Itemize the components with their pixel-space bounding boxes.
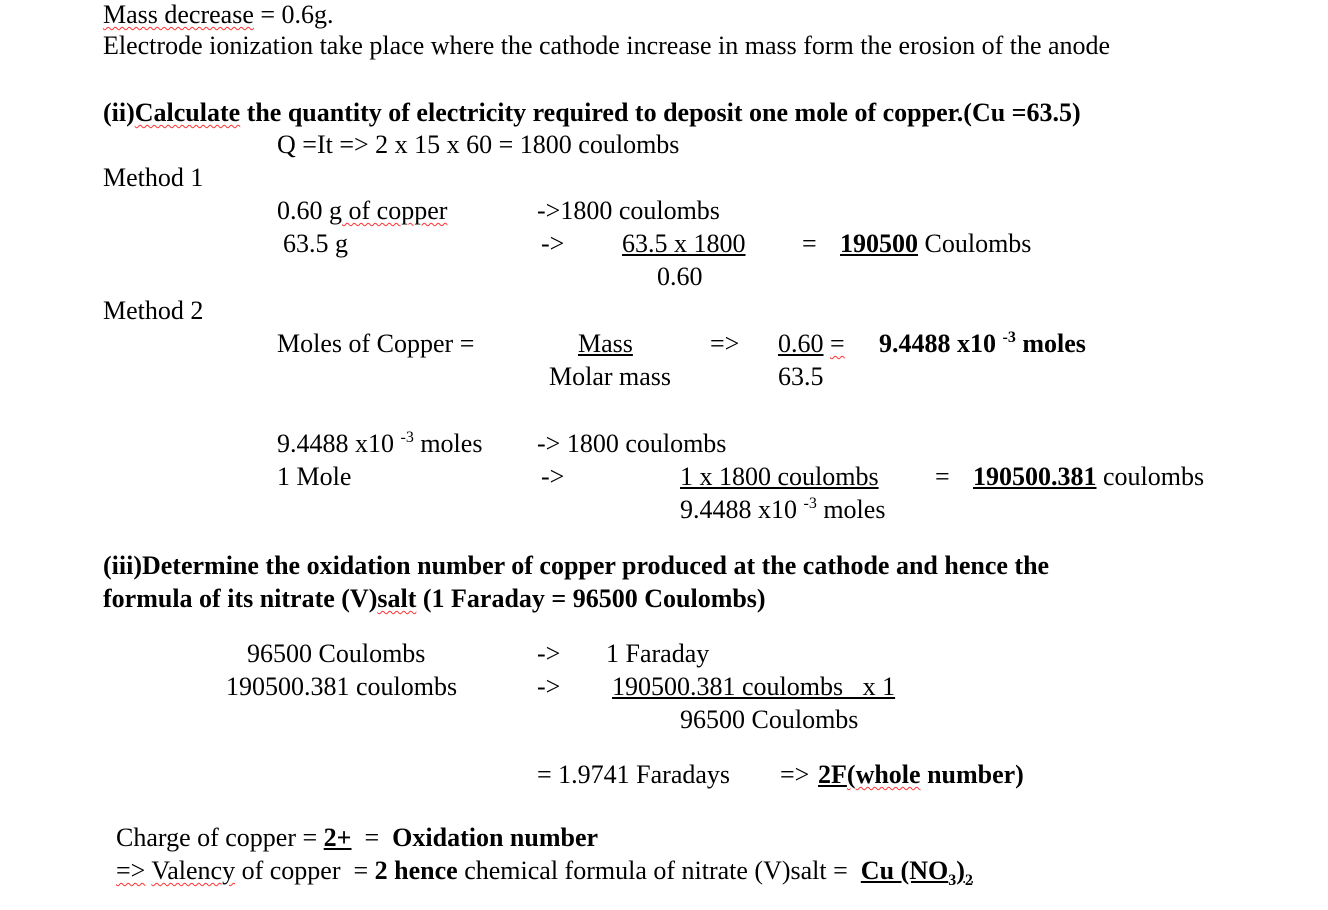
method1-numerator: 63.5 x 1800 [622, 229, 746, 258]
method1-result: 190500 [840, 229, 918, 258]
method2-row4-unit: coulombs [1096, 462, 1205, 491]
q3-row1-arrow: -> [537, 639, 561, 668]
valency-two: 2 hence [374, 856, 458, 885]
method1-unit-g: g [329, 196, 342, 225]
method2-r4-den-exponent: -3 [803, 495, 817, 512]
method2-r3-unit: moles [413, 429, 483, 458]
charge-equals: = [351, 823, 393, 852]
method-2-label: Method 2 [103, 296, 204, 325]
method2-result-exponent: -3 [1002, 329, 1016, 346]
two-faradays: 2F [818, 760, 847, 789]
method2-num-value: 0.60 [778, 329, 824, 358]
mass-decrease-line [103, 0, 334, 30]
whole-word: whole [855, 760, 921, 789]
charge-label: Charge of copper = [116, 823, 324, 852]
q3-row2-denominator: 96500 Coulombs [680, 705, 859, 734]
faradays-arrow: => [780, 760, 810, 789]
method1-result-line [840, 229, 1031, 259]
method2-row4-arrow: -> [541, 462, 565, 491]
oxidation-number-label: Oxidation number [392, 823, 599, 852]
method1-equals: = [802, 229, 817, 258]
method2-row3-arrow: -> 1800 coulombs [537, 429, 727, 458]
method2-r3-base: 9.4488 x10 [277, 429, 394, 458]
method1-row2-arrow: -> [541, 229, 565, 258]
question-ii-heading [103, 98, 1081, 128]
method2-numeric-numerator [778, 329, 845, 359]
formula-subscript-2: 2 [964, 872, 973, 889]
question-iii-line1: (iii)Determine the oxidation number of copper produced at the cathode and hence the [103, 551, 1050, 580]
method2-result-unit: moles [1015, 329, 1086, 358]
valency-word: Valency [151, 856, 236, 885]
method2-fraction-numerator: Mass [578, 329, 633, 358]
method2-row4-denominator [680, 495, 885, 525]
q3-row2-left: 190500.381 coulombs [226, 672, 458, 701]
method1-row1-arrow: ->1800 coulombs [537, 196, 720, 225]
method1-row2-left: 63.5 g [283, 229, 348, 258]
method2-row4-result: 190500.381 [973, 462, 1097, 491]
formula-close-paren: ) [956, 856, 965, 885]
method2-numeric-denominator: 63.5 [778, 362, 824, 391]
question-ii-calculate: Calculate [134, 98, 241, 127]
valency-arrow: => [116, 856, 146, 885]
question-iii-formula-text: formula of its nitrate (V) [103, 584, 378, 613]
question-ii-rest: the quantity of electricity required to deposit one mole of copper.(Cu =63.5) [240, 98, 1081, 127]
method2-row3-left [277, 429, 482, 459]
method1-of-copper: of copper [342, 196, 448, 225]
formula-cu-no: Cu (NO [860, 856, 949, 885]
charge-formula: Q =It => 2 x 15 x 60 = 1800 coulombs [277, 130, 680, 159]
formula-subscript-3: 3 [948, 872, 957, 889]
valency-line [103, 826, 973, 889]
method2-row4-numerator: 1 x 1800 coulombs [680, 462, 879, 491]
question-iii-salt: salt [377, 584, 417, 613]
question-ii-prefix: (ii) [103, 98, 135, 127]
method1-mass-value: 0.60 [277, 196, 329, 225]
method2-r4-den-unit: moles [816, 495, 886, 524]
method2-row4-left: 1 Mole [277, 462, 352, 491]
question-iii-line2 [103, 584, 766, 614]
q3-row1-left: 96500 Coulombs [247, 639, 426, 668]
method2-r4-den-base: 9.4488 x10 [680, 495, 797, 524]
charge-value: 2+ [323, 823, 352, 852]
q3-row2-arrow: -> [537, 672, 561, 701]
q3-row2-numerator: 190500.381 coulombs x 1 [612, 672, 896, 701]
method2-r3-exponent: -3 [400, 429, 414, 446]
question-iii-faraday-def: (1 Faraday = 96500 Coulombs) [416, 584, 766, 613]
mass-decrease-value: = 0.6g. [253, 0, 334, 29]
method1-row1-left [277, 196, 447, 226]
method-1-label: Method 1 [103, 163, 204, 192]
electrode-statement: Electrode ionization take place where the cathode increase in mass form the erosion of the anode [103, 31, 1111, 60]
whole-number-rest: number) [920, 760, 1024, 789]
q3-row1-right: 1 Faraday [606, 639, 710, 668]
formula-text: chemical formula of nitrate (V)salt = [457, 856, 861, 885]
method2-moles-result [879, 329, 1086, 359]
whole-number-line [818, 760, 1024, 790]
whole-open-paren: ( [846, 760, 856, 789]
moles-of-copper-label: Moles of Copper = [277, 329, 475, 358]
method2-fraction-denominator: Molar mass [549, 362, 672, 391]
copper-nitrate-formula [860, 856, 973, 889]
method2-result-base: 9.4488 x10 [879, 329, 996, 358]
mass-decrease-label: Mass decrease [103, 0, 254, 29]
method2-equals: = [830, 329, 845, 358]
method2-arrow: => [710, 329, 740, 358]
faradays-result: = 1.9741 Faradays [537, 760, 731, 789]
valency-rest: of copper = [235, 856, 375, 885]
method1-denominator: 0.60 [657, 262, 703, 291]
method2-row4-equals: = [935, 462, 950, 491]
method1-result-unit: Coulombs [918, 229, 1032, 258]
method2-row4-result-line [973, 462, 1204, 492]
